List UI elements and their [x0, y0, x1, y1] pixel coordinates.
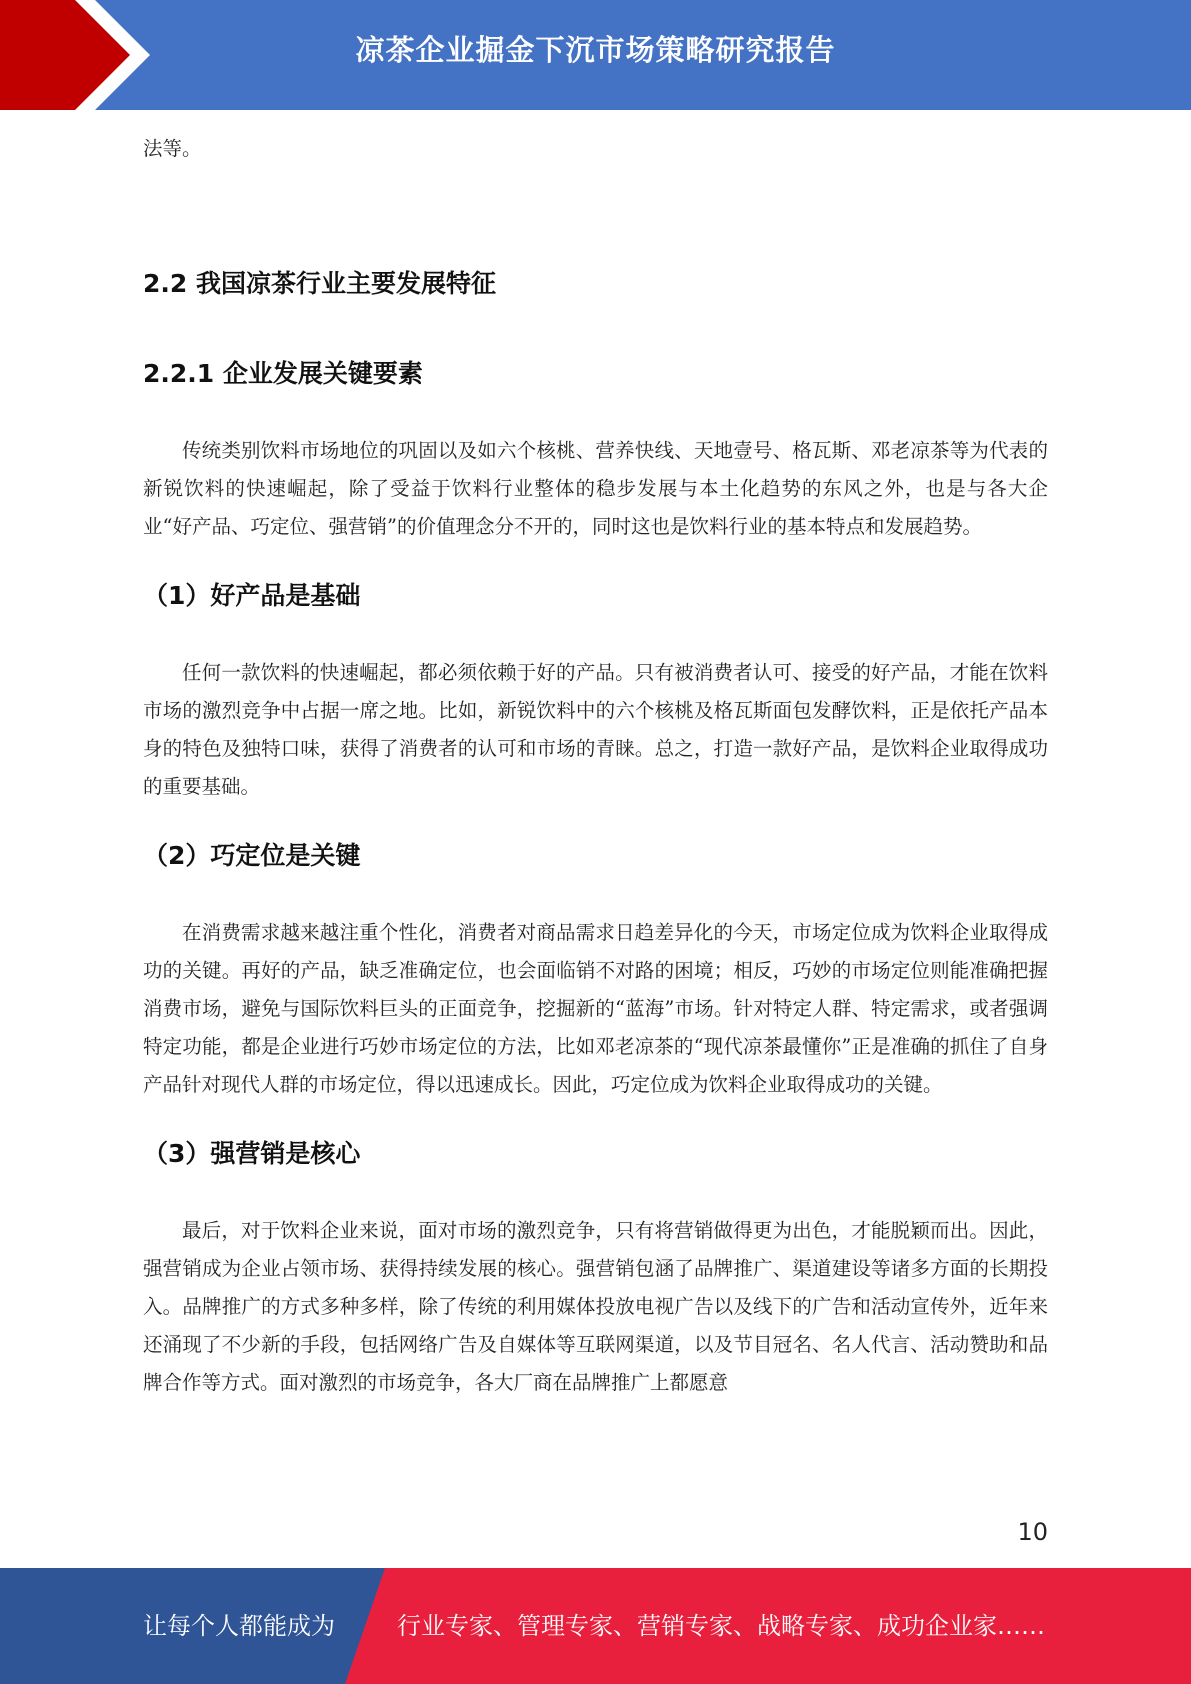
page-number: 10	[1017, 1518, 1048, 1546]
smart-positioning-paragraph: 在消费需求越来越注重个性化，消费者对商品需求日趋差异化的今天，市场定位成为饮料企业取得成功的关键。再好的产品，缺乏准确定位，也会面临销不对路的困境；相反，巧妙的市场定位则能准确把握消费市场，避免与国际饮料巨头的正面竞争，挖掘新的“蓝海”市场。针对特定人群、特定需求，或者强调特定功能，都是企业进行巧妙市场定位的方法，比如邓老凉茶的“现代凉茶最懂你”正是准确的抓住了自身产品针对现代人群的市场定位，得以迅速成长。因此，巧定位成为饮料企业取得成功的关键。	[143, 921, 1048, 1096]
overview-paragraph: 传统类别饮料市场地位的巩固以及如六个核桃、营养快线、天地壹号、格瓦斯、邓老凉茶等为代表的新锐饮料的快速崛起，除了受益于饮料行业整体的稳步发展与本土化趋势的东风之外，也是与各大企业“好产品、巧定位、强营销”的价值理念分不开的，同时这也是饮料行业的基本特点和发展趋势。	[143, 439, 1048, 538]
document-title: 凉茶企业掘金下沉市场策略研究报告	[355, 33, 836, 67]
heading-good-product: （1）好产品是基础	[143, 581, 361, 610]
good-product-paragraph: 任何一款饮料的快速崛起，都必须依赖于好的产品。只有被消费者认可、接受的好产品，才能在饮料市场的激烈竞争中占据一席之地。比如，新锐饮料中的六个核桃及格瓦斯面包发酵饮料，正是依托产品本身的特色及独特口味，获得了消费者的认可和市场的青睐。总之，打造一款好产品，是饮料企业取得成功的重要基础。	[143, 661, 1048, 798]
intro-tail-paragraph: 法等。	[143, 137, 202, 160]
page-header	[0, 0, 1191, 110]
section-heading-2-2-1: 2.2.1 企业发展关键要素	[143, 359, 423, 388]
section-heading-2-2: 2.2 我国凉茶行业主要发展特征	[143, 269, 496, 298]
heading-smart-positioning: （2）巧定位是关键	[143, 841, 361, 870]
page-footer	[0, 1568, 1191, 1684]
heading-strong-marketing: （3）强营销是核心	[143, 1139, 361, 1168]
strong-marketing-paragraph: 最后，对于饮料企业来说，面对市场的激烈竞争，只有将营销做得更为出色，才能脱颖而出。因此，强营销成为企业占领市场、获得持续发展的核心。强营销包涵了品牌推广、渠道建设等诸多方面的长期投入。品牌推广的方式多种多样，除了传统的利用媒体投放电视广告以及线下的广告和活动宣传外，近年来还涌现了不少新的手段，包括网络广告及自媒体等互联网渠道，以及节目冠名、名人代言、活动赞助和品牌合作等方式。面对激烈的市场竞争，各大厂商在品牌推广上都愿意	[143, 1219, 1048, 1394]
footer-slogan-left: 让每个人都能成为	[143, 1612, 335, 1640]
footer-slogan-right: 行业专家、管理专家、营销专家、战略专家、成功企业家……	[397, 1612, 1045, 1640]
page-content	[143, 130, 1048, 1402]
